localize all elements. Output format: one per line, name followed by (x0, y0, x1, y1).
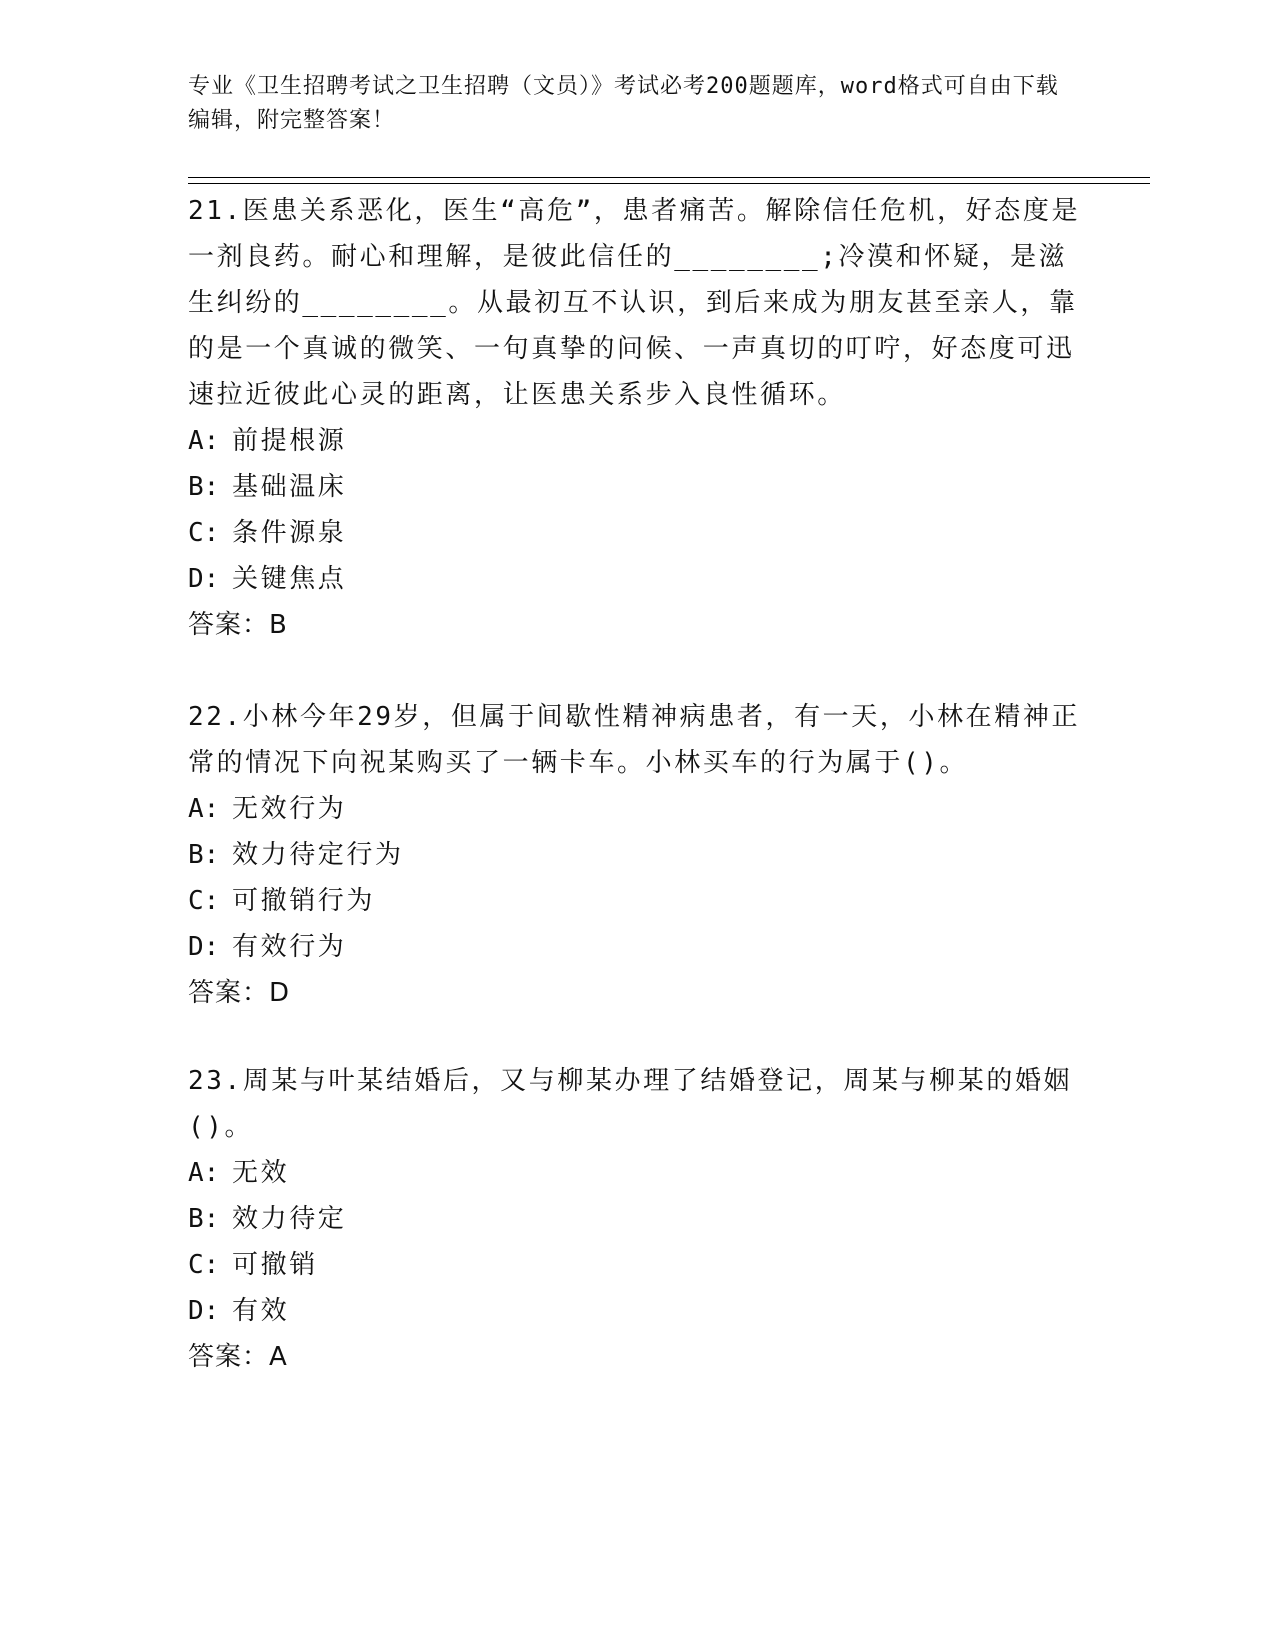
option-c (188, 510, 1088, 556)
option-d (188, 924, 1088, 970)
option-c (188, 1242, 1088, 1288)
question-stem: 21.医患关系恶化，医生“高危”，患者痛苦。解除信任危机，好态度是一剂良药。耐心和理解，是彼此信任的________;冷漠和怀疑，是滋生纠纷的________。从最初互不认识，到后来成为朋友甚至亲人，靠的是一个真诚的微笑、一句真挚的问候、一声真切的叮咛，好态度可迅速拉近彼此心灵的距离，让医患关系步入良性循环。 (188, 196, 1081, 410)
option-key: C: (188, 886, 220, 916)
option-b (188, 464, 1088, 510)
option-key: D: (188, 564, 220, 594)
option-key: D: (188, 1296, 220, 1326)
option-a (188, 418, 1088, 464)
option-key: B: (188, 472, 220, 502)
option-text: 基础温床 (232, 472, 347, 502)
option-text: 关键焦点 (232, 564, 347, 594)
option-text: 效力待定行为 (232, 840, 404, 870)
question-23 (188, 1058, 1088, 1380)
option-key: A: (188, 426, 220, 456)
header-divider-top (188, 177, 1150, 178)
option-text: 无效行为 (232, 794, 347, 824)
option-b (188, 832, 1088, 878)
option-key: D: (188, 932, 220, 962)
option-c (188, 878, 1088, 924)
option-text: 前提根源 (232, 426, 347, 456)
option-key: B: (188, 840, 220, 870)
option-d (188, 1288, 1088, 1334)
option-text: 条件源泉 (232, 518, 347, 548)
option-key: C: (188, 1250, 220, 1280)
option-text: 有效 (232, 1296, 290, 1326)
option-a (188, 1150, 1088, 1196)
answer-label: 答案：D (188, 978, 291, 1008)
option-a (188, 786, 1088, 832)
header-divider-bottom (188, 183, 1150, 184)
option-key: A: (188, 794, 220, 824)
option-b (188, 1196, 1088, 1242)
answer-label: 答案：A (188, 1342, 288, 1372)
question-stem: 23.周某与叶某结婚后，又与柳某办理了结婚登记，周某与柳某的婚姻()。 (188, 1066, 1073, 1142)
answer-label: 答案：B (188, 610, 288, 640)
option-key: B: (188, 1204, 220, 1234)
option-d (188, 556, 1088, 602)
question-21 (188, 188, 1088, 648)
question-22 (188, 694, 1088, 1016)
option-text: 可撤销行为 (232, 886, 376, 916)
option-text: 有效行为 (232, 932, 347, 962)
option-key: C: (188, 518, 220, 548)
option-text: 无效 (232, 1158, 290, 1188)
document-header: 专业《卫生招聘考试之卫生招聘（文员）》考试必考200题题库，word格式可自由下载编辑，附完整答案！ (188, 74, 1059, 133)
question-stem: 22.小林今年29岁，但属于间歇性精神病患者，有一天，小林在精神正常的情况下向祝某购买了一辆卡车。小林买车的行为属于()。 (188, 702, 1081, 778)
option-text: 可撤销 (232, 1250, 318, 1280)
option-key: A: (188, 1158, 220, 1188)
option-text: 效力待定 (232, 1204, 347, 1234)
